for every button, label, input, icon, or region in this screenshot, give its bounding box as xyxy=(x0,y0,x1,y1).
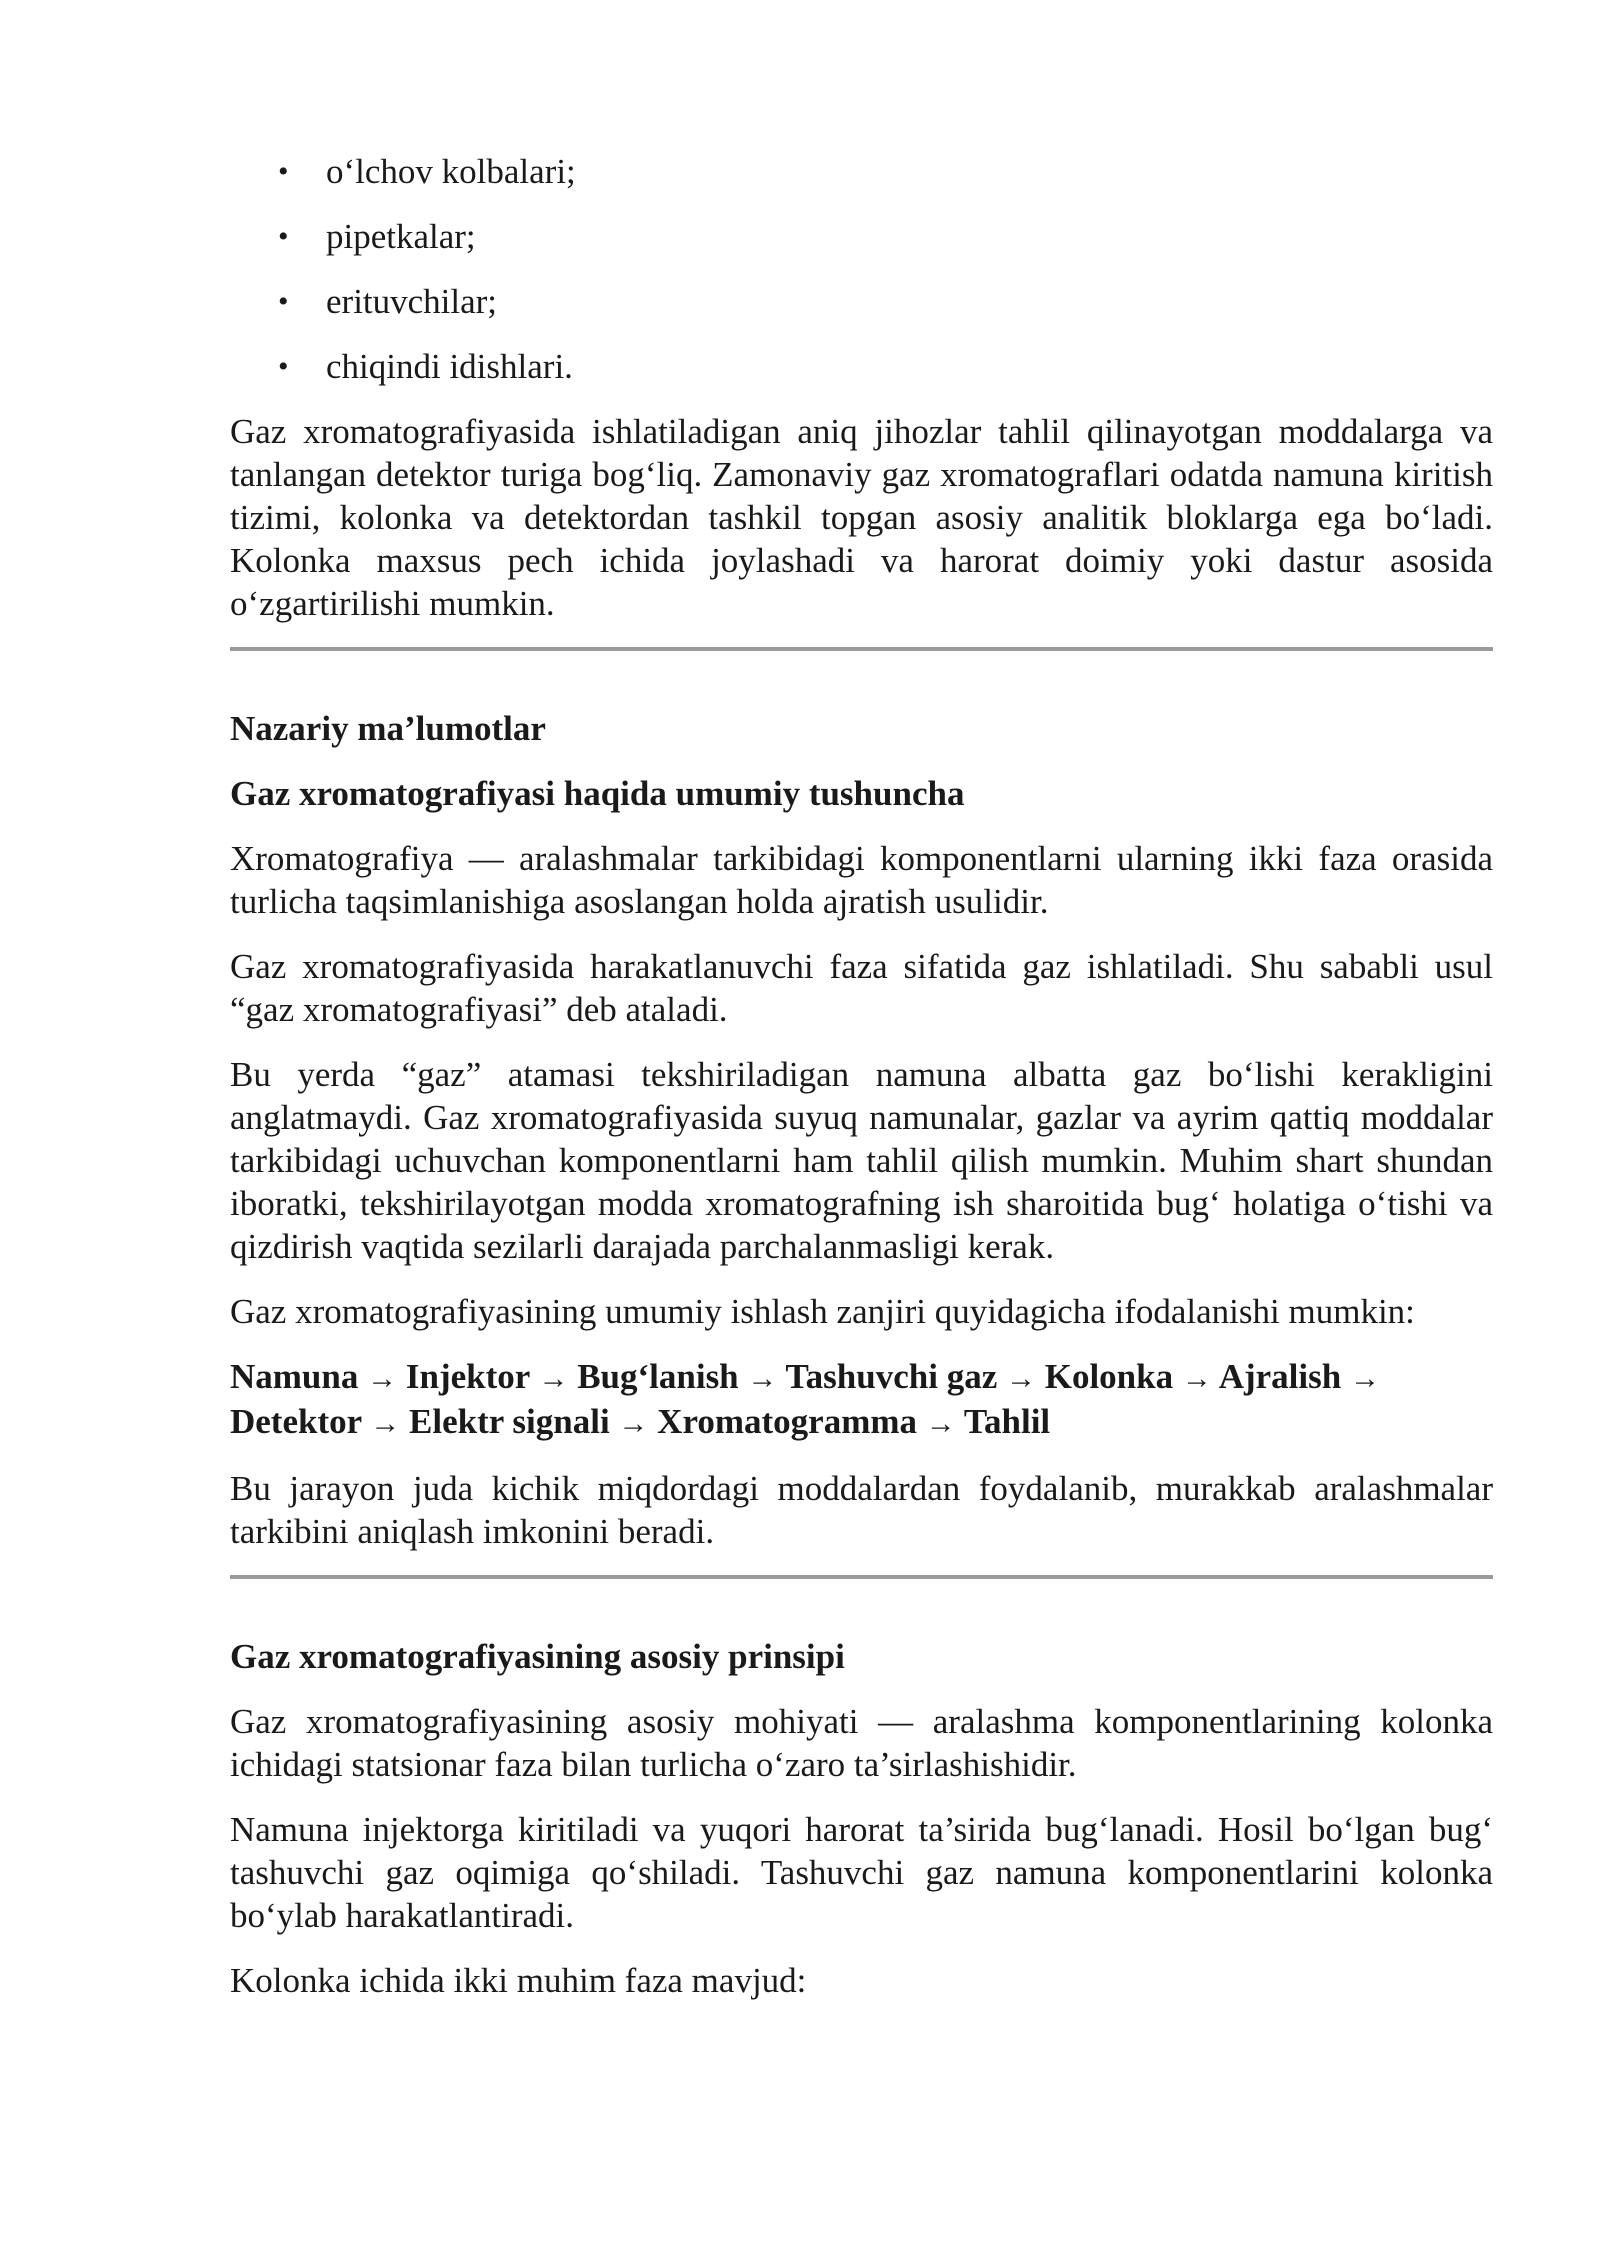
arrow-right-icon: → xyxy=(370,1407,401,1440)
arrow-right-icon: → xyxy=(618,1407,649,1440)
flow-step: Elektr signali xyxy=(409,1402,610,1441)
section-divider xyxy=(230,647,1493,651)
flow-step: Injektor xyxy=(405,1357,530,1396)
section-subheading: Gaz xromatografiyasi haqida umumiy tushuncha xyxy=(230,774,965,813)
list-item-text: chiqindi idishlari. xyxy=(326,347,573,386)
arrow-right-icon: → xyxy=(538,1362,569,1395)
list-item-text: pipetkalar; xyxy=(326,217,476,256)
arrow-right-icon: → xyxy=(1005,1362,1036,1395)
intro-paragraph: Gaz xromatografiyasida ishlatiladigan aniq jihozlar tahlil qilinayotgan moddalarga va tanlangan detektor turiga bog‘liq. Zamonaviy gaz xromatograflari odatda namuna kiritish tizimi, kolonka va detektordan tashkil topgan asosiy analitik bloklarga ega bo‘ladi. Kolonka maxsus pech ichida joylashadi va harorat doimiy yoki dastur asosida o‘zgartirilishi mumkin. xyxy=(230,412,1493,623)
flow-step: Xromatogramma xyxy=(657,1402,918,1441)
arrow-right-icon: → xyxy=(1349,1362,1380,1395)
list-item xyxy=(230,215,1493,258)
list-item xyxy=(230,280,1493,323)
flow-step: Tashuvchi gaz xyxy=(785,1357,998,1396)
process-flow xyxy=(230,1355,1493,1445)
section-heading: Gaz xromatografiyasining asosiy prinsipi xyxy=(230,1637,845,1676)
arrow-right-icon: → xyxy=(925,1407,956,1440)
section-heading: Nazariy ma’lumotlar xyxy=(230,709,546,748)
paragraph: Namuna injektorga kiritiladi va yuqori harorat ta’sirida bug‘lanadi. Hosil bo‘lgan bug‘ tashuvchi gaz oqimiga qo‘shiladi. Tashuvchi gaz namuna komponentlarini kolonka bo‘ylab harakatlantiradi. xyxy=(230,1810,1493,1935)
document-page xyxy=(230,150,1493,2024)
paragraph: Gaz xromatografiyasida harakatlanuvchi faza sifatida gaz ishlatiladi. Shu sababli usul “gaz xromatografiyasi” deb ataladi. xyxy=(230,947,1493,1029)
paragraph: Xromatografiya — aralashmalar tarkibidagi komponentlarni ularning ikki faza orasida turlicha taqsimlanishiga asoslangan holda ajratish usulidir. xyxy=(230,839,1493,921)
arrow-right-icon: → xyxy=(747,1362,778,1395)
paragraph: Gaz xromatografiyasining umumiy ishlash zanjiri quyidagicha ifodalanishi mumkin: xyxy=(230,1292,1415,1331)
section-divider xyxy=(230,1575,1493,1579)
list-item xyxy=(230,150,1493,193)
paragraph: Kolonka ichida ikki muhim faza mavjud: xyxy=(230,1961,807,2000)
flow-step: Detektor xyxy=(230,1402,362,1441)
equipment-list xyxy=(230,150,1493,388)
bullet-icon: • xyxy=(278,220,289,253)
paragraph: Bu yerda “gaz” atamasi tekshiriladigan namuna albatta gaz bo‘lishi kerakligini anglatmaydi. Gaz xromatografiyasida suyuq namunalar, gazlar va ayrim qattiq moddalar tarkibidagi uchuvchan komponentlarni ham tahlil qilish mumkin. Muhim shart shundan iboratki, tekshirilayotgan modda xromatografning ish sharoitida bug‘ holatiga o‘tishi va qizdirish vaqtida sezilarli darajada parchalanmasligi kerak. xyxy=(230,1055,1493,1266)
flow-step: Namuna xyxy=(230,1357,359,1396)
arrow-right-icon: → xyxy=(1181,1362,1212,1395)
list-item-text: o‘lchov kolbalari; xyxy=(326,152,576,191)
list-item-text: erituvchilar; xyxy=(326,282,498,321)
arrow-right-icon: → xyxy=(367,1362,398,1395)
bullet-icon: • xyxy=(278,285,289,318)
flow-step: Bug‘lanish xyxy=(577,1357,739,1396)
flow-step: Kolonka xyxy=(1044,1357,1174,1396)
paragraph: Gaz xromatografiyasining asosiy mohiyati — aralashma komponentlarining kolonka ichidagi statsionar faza bilan turlicha o‘zaro ta’sirlashishidir. xyxy=(230,1702,1493,1784)
flow-step: Tahlil xyxy=(963,1402,1051,1441)
bullet-icon: • xyxy=(278,155,289,188)
flow-step: Ajralish xyxy=(1218,1357,1342,1396)
bullet-icon: • xyxy=(278,350,289,383)
list-item xyxy=(230,345,1493,388)
closing-paragraph: Bu jarayon juda kichik miqdordagi moddalardan foydalanib, murakkab aralashmalar tarkibini aniqlash imkonini beradi. xyxy=(230,1469,1493,1551)
